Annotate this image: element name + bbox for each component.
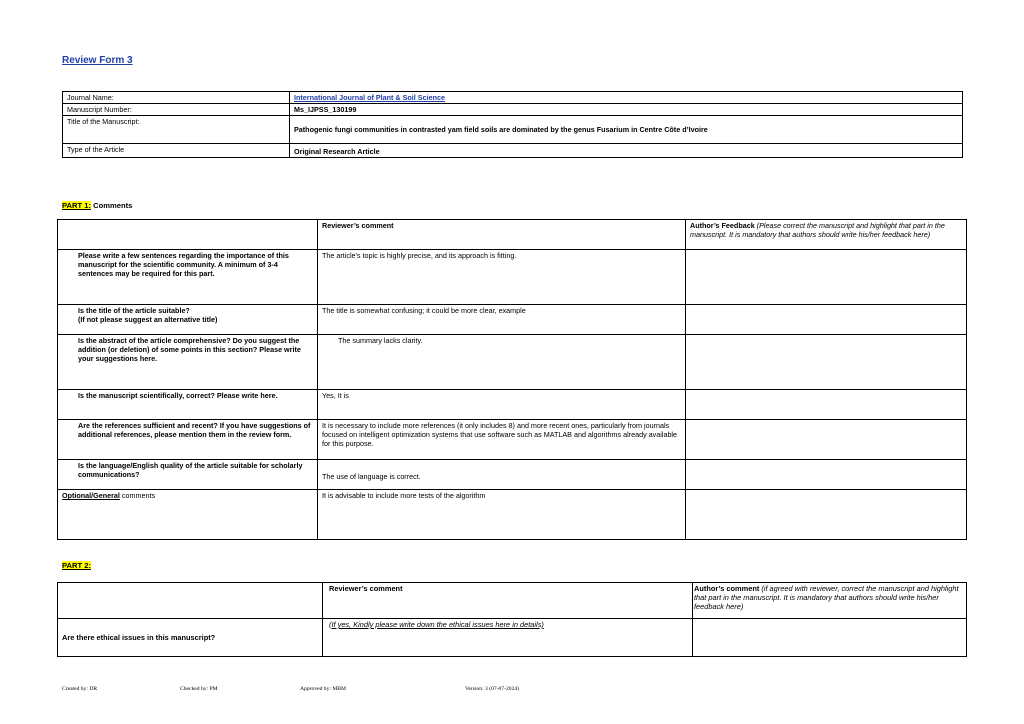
feedback-ethics[interactable] xyxy=(693,619,967,657)
comment-language[interactable]: The use of language is correct. xyxy=(318,460,686,490)
part2-table xyxy=(57,582,967,657)
ethics-instruction: (If yes, Kindly please write down the ethical issues here in details) xyxy=(329,620,544,629)
footer-checked: Checked by: PM xyxy=(180,686,218,692)
author-comment-title: Author’s comment xyxy=(694,584,760,593)
footer-created: Created by: DR xyxy=(62,686,98,692)
header-blank xyxy=(58,583,323,619)
article-type-label: Type of the Article xyxy=(63,144,290,158)
question-references: Are the references sufficient and recent? If you have suggestions of additional references, please mention them in the review form. xyxy=(58,420,318,460)
question-importance: Please write a few sentences regarding the importance of this manuscript for the scientific community. A minimum of 3-4 sentences may be required for this part. xyxy=(58,250,318,305)
author-feedback-note: (Please correct the manuscript and highlight that part in the manuscript. It is mandatory that authors should write his/her feedback here) xyxy=(690,221,945,239)
feedback-importance[interactable] xyxy=(686,250,967,305)
question-language: Is the language/English quality of the article suitable for scholarly communications? xyxy=(58,460,318,490)
manuscript-title-label: Title of the Manuscript: xyxy=(63,116,290,144)
footer-approved: Approved by: MBM xyxy=(300,686,346,692)
feedback-references[interactable] xyxy=(686,420,967,460)
question-title: Is the title of the article suitable? (If not please suggest an alternative title) xyxy=(58,305,318,335)
journal-name-label: Journal Name: xyxy=(63,92,290,104)
feedback-title[interactable] xyxy=(686,305,967,335)
feedback-scientific[interactable] xyxy=(686,390,967,420)
manuscript-number-value: Ms_IJPSS_130199 xyxy=(290,104,963,116)
feedback-language[interactable] xyxy=(686,460,967,490)
table-row xyxy=(58,460,967,490)
author-feedback-header xyxy=(686,220,967,250)
feedback-optional[interactable] xyxy=(686,490,967,540)
table-header-row xyxy=(58,583,967,619)
table-row xyxy=(63,116,963,144)
optional-suffix: comments xyxy=(119,491,156,500)
table-row xyxy=(63,104,963,116)
table-row xyxy=(58,619,967,657)
table-row xyxy=(58,305,967,335)
question-scientific: Is the manuscript scientifically, correct? Please write here. xyxy=(58,390,318,420)
comment-references[interactable]: It is necessary to include more references (it only includes 8) and more recent ones, particularly from journals focused on intelligent optimization systems that use software such as MATLAB and algorithms already available for this purpose. xyxy=(318,420,686,460)
optional-comments-label xyxy=(58,490,318,540)
footer-version: Version: 3 (07-07-2024) xyxy=(465,686,520,692)
reviewer-comment-header: Reviewer’s comment xyxy=(323,583,693,619)
table-row xyxy=(58,420,967,460)
comment-ethics[interactable] xyxy=(323,619,693,657)
feedback-abstract[interactable] xyxy=(686,335,967,390)
header-blank xyxy=(58,220,318,250)
reviewer-comment-header: Reviewer’s comment xyxy=(318,220,686,250)
comment-title[interactable]: The title is somewhat confusing; it could be more clear, example xyxy=(318,305,686,335)
comment-importance[interactable]: The article's topic is highly precise, and its approach is fitting. xyxy=(318,250,686,305)
table-row xyxy=(58,390,967,420)
manuscript-title-value: Pathogenic fungi communities in contrasted yam field soils are dominated by the genus Fusarium in Centre Côte d’Ivoire xyxy=(290,116,963,144)
comment-optional[interactable]: It is advisable to include more tests of the algorithm xyxy=(318,490,686,540)
article-type-value: Original Research Article xyxy=(290,144,963,158)
question-ethics: Are there ethical issues in this manuscript? xyxy=(58,619,323,657)
comment-scientific[interactable]: Yes, It is xyxy=(318,390,686,420)
table-row xyxy=(58,250,967,305)
table-header-row xyxy=(58,220,967,250)
table-row xyxy=(58,490,967,540)
table-row xyxy=(63,92,963,104)
form-title: Review Form 3 xyxy=(62,55,133,66)
author-feedback-title: Author’s Feedback xyxy=(690,221,755,230)
part1-table xyxy=(57,219,967,540)
journal-info-table xyxy=(62,91,963,158)
comment-abstract[interactable]: The summary lacks clarity. xyxy=(318,335,686,390)
part2-label: PART 2: xyxy=(62,561,91,570)
table-row xyxy=(58,335,967,390)
journal-link[interactable]: International Journal of Plant & Soil Science xyxy=(294,93,445,102)
part1-suffix: Comments xyxy=(90,201,133,210)
table-row xyxy=(63,144,963,158)
author-comment-header xyxy=(693,583,967,619)
part1-heading xyxy=(62,201,132,210)
part1-label: PART 1: xyxy=(62,201,91,210)
manuscript-number-label: Manuscript Number: xyxy=(63,104,290,116)
question-abstract: Is the abstract of the article comprehensive? Do you suggest the addition (or deletion) of some points in this section? Please write your suggestions here. xyxy=(58,335,318,390)
journal-name-value[interactable] xyxy=(290,92,963,104)
optional-label: Optional/General xyxy=(62,491,120,500)
part2-heading xyxy=(62,561,91,570)
author-comment-note: (if agreed with reviewer, correct the manuscript and highlight that part in the manuscript. It is mandatory that authors should write his/her feedback here) xyxy=(694,584,959,611)
